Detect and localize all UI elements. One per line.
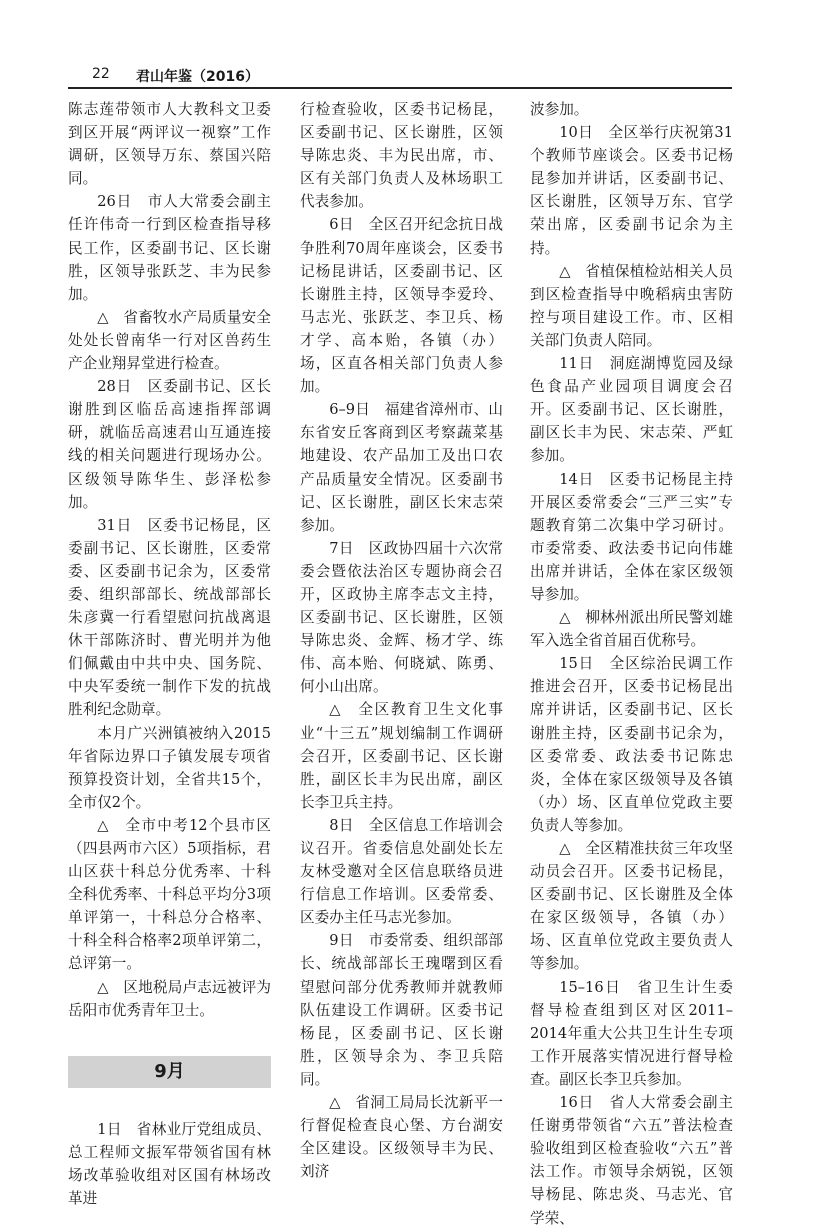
paragraph: 7日 区政协四届十六次常委会暨依法治区专题协商会召开，区政协主席李志文主持，区委副书记、区长谢胜，区领导陈忠炎、金辉、杨才学、练伟、高本贻、何晓斌、陈勇、何小山出席。: [300, 539, 503, 696]
book-title: 君山年鉴（2016）: [136, 69, 259, 85]
paragraph: 9日 市委常委、组织部部长、统战部部长王瑰曙到区看望慰问部分优秀教师并就教师队伍建设工作调研。区委书记杨昆，区委副书记、区长谢胜，区领导余为、李卫兵陪同。: [300, 932, 503, 1088]
paragraph: 8日 全区信息工作培训会议召开。省委信息处副处长左友林受邀对全区信息联络员进行信息工作培训。区委常委、区委办主任马志光参加。: [300, 816, 503, 927]
paragraph: 11日 洞庭湖博览园及绿色食品产业园项目调度会召开。区委副书记、区长谢胜，副区长丰为民、宋志荣、严虹参加。: [530, 355, 733, 465]
paragraph: 28日 区委副书记、区长谢胜到区临岳高速指挥部调研，就临岳高速君山互通连接线的相关问题进行现场办公。区级领导陈华生、彭泽松参加。: [68, 378, 271, 511]
paragraph: 31日 区委书记杨昆，区委副书记、区长谢胜，区委常委、区委副书记余为，区委常委、组织部部长、统战部部长朱彦冀一行看望慰问抗战离退休干部陈济时、曹光明并为他们佩戴由中共中央、国务院、中央军委统一制作下发的抗战胜利纪念勋章。: [68, 516, 271, 719]
paragraph: 本月广兴洲镇被纳入2015年省际边界口子镇发展专项省预算投资计划，全省共15个，全市仅2个。: [68, 724, 271, 811]
paragraph: △ 柳林州派出所民警刘雄军入选全省首届百优称号。: [530, 609, 733, 650]
paragraph: 15日 全区综治民调工作推进会召开，区委书记杨昆出席并讲话，区委副书记、区长谢胜主持，区委副书记余为，区委常委、政法委书记陈忠炎，全体在家区级领导及各镇（办）场、区直单位党政主要负责人等参加。: [530, 655, 733, 834]
paragraph: 1日 省林业厅党组成员、总工程师文振军带领省国有林场改革验收组对区国有林场改革进: [68, 1120, 271, 1208]
paragraph: △ 全区精准扶贫三年攻坚动员会召开。区委书记杨昆，区委副书记、区长谢胜及全体在家区级领导，各镇（办）场、区直单位党政主要负责人等参加。: [530, 840, 733, 973]
text-column-2: [300, 98, 503, 1183]
paragraph: △ 全区教育卫生文化事业“十三五”规划编制工作调研会召开，区委副书记、区长谢胜，副区长丰为民出席，副区长李卫兵主持。: [300, 701, 503, 811]
paragraph: 6日 全区召开纪念抗日战争胜利70周年座谈会，区委书记杨昆讲话，区委副书记、区长谢胜主持，区领导李爱玲、马志光、张跃芝、李卫兵、杨才学、高本贻，各镇（办）场，区直各相关部门负责人参加。: [300, 216, 503, 396]
paragraph: 陈志莲带领市人大教科文卫委到区开展“两评议一视察”工作调研，区领导万东、蔡国兴陪同。: [68, 101, 271, 188]
paragraph: △ 省洞工局局长沈新平一行督促检查良心堡、方台湖安全区建设。区级领导丰为民、刘济: [300, 1094, 503, 1181]
paragraph: 行检查验收，区委书记杨昆，区委副书记、区长谢胜，区领导陈忠炎、丰为民出席，市、区有关部门负责人及林场职工代表参加。: [300, 101, 503, 211]
month-heading: 9月: [68, 1056, 271, 1088]
paragraph: △ 全市中考12个县市区（四县两市六区）5项指标，君山区获十科总分优秀率、十科全科优秀率、十科总平均分3项单评第一，十科总分合格率、十科全科合格率2项单评第二，总评第一。: [68, 816, 271, 973]
paragraph: 16日 省人大常委会副主任谢勇带领省“六五”普法检查验收组到区检查验收“六五”普法工作。市领导余炳锐，区领导杨昆、陈忠炎、马志光、官学荣、: [530, 1094, 733, 1227]
paragraph: 15–16日 省卫生计生委督导检查组到区对区2011–2014年重大公共卫生计生专项工作开展落实情况进行督导检查。副区长李卫兵参加。: [530, 978, 733, 1088]
header-rule: [68, 87, 732, 89]
paragraph: △ 省畜牧水产局质量安全处处长曾南华一行对区兽药生产企业翔昇堂进行检查。: [68, 308, 271, 373]
paragraph: 26日 市人大常委会副主任许伟奇一行到区检查指导移民工作，区委副书记、区长谢胜，区领导张跃芝、丰为民参加。: [68, 193, 271, 303]
page-header: [68, 66, 732, 88]
paragraph: 14日 区委书记杨昆主持开展区委常委会“三严三实”专题教育第二次集中学习研讨。市委常委、政法委书记向伟雄出席并讲话，全体在家区级领导参加。: [530, 470, 733, 603]
page-number: 22: [92, 66, 110, 82]
paragraph: 波参加。: [530, 101, 589, 118]
paragraph: 10日 全区举行庆祝第31个教师节座谈会。区委书记杨昆参加并讲话，区委副书记、区长谢胜，区领导万东、官学荣出席，区委副书记余为主持。: [530, 124, 733, 257]
paragraph: 6–9日 福建省漳州市、山东省安丘客商到区考察蔬菜基地建设、农产品加工及出口农产品质量安全情况。区委副书记、区长谢胜，副区长宋志荣参加。: [300, 401, 503, 534]
paragraph: △ 区地税局卢志远被评为岳阳市优秀青年卫士。: [68, 978, 271, 1019]
paragraph: △ 省植保植检站相关人员到区检查指导中晚稻病虫害防控与项目建设工作。市、区相关部门负责人陪同。: [530, 262, 733, 349]
text-column-3: [530, 98, 733, 1230]
text-column-1: [68, 98, 271, 1210]
